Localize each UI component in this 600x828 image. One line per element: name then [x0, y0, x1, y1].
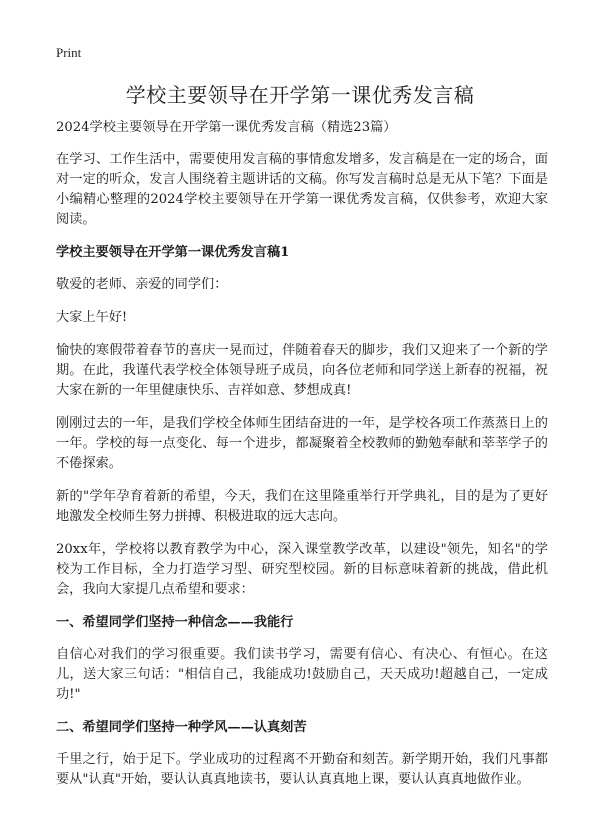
subheading-2: 二、希望同学们坚持一种学风——认真刻苦: [56, 720, 307, 735]
hello-paragraph: 大家上午好!: [56, 310, 128, 325]
subheading-1-paragraph: 自信心对我们的学习很重要。我们读书学习，需要有信心、有决心、有恒心。在这儿，送大家三句话："相信自己，我能成功!鼓励自己，天天成功!超越自己，一定成功!": [56, 647, 548, 702]
document-title: 学校主要领导在开学第一课优秀发言稿: [125, 83, 475, 107]
document-body: [56, 118, 548, 803]
body-paragraph: 20xx年，学校将以教育教学为中心，深入课堂教学改革，以建设"领先，知名"的学校为工作目标，全力打造学习型、研究型校园。新的目标意味着新的挑战，借此机会，我向大家提几点希望和要求：: [56, 542, 548, 597]
subheading-2-paragraph: 千里之行，始于足下。学业成功的过程离不开勤奋和刻苦。新学期开始，我们凡事都要从"认真"开始，要认认真真地读书，要认认真真地上课，要认认真真地做作业。: [56, 752, 548, 787]
section-heading: 学校主要领导在开学第一课优秀发言稿1: [56, 245, 290, 260]
intro-paragraph: 在学习、工作生活中，需要使用发言稿的事情愈发增多，发言稿是在一定的场合，面对一定的听众，发言人围绕着主题讲话的文稿。你写发言稿时总是无从下笔？下面是小编精心整理的2024学校主要领导在开学第一课优秀发言稿，仅供参考，欢迎大家阅读。: [56, 152, 548, 227]
document-subtitle: 2024学校主要领导在开学第一课优秀发言稿（精选23篇）: [56, 120, 397, 135]
body-paragraph: 愉快的寒假带着春节的喜庆一晃而过，伴随着春天的脚步，我们又迎来了一个新的学期。在此，我谨代表学校全体领导班子成员，向各位老师和同学送上新春的祝福，祝大家在新的一年里健康快乐、吉祥如意、梦想成真!: [56, 343, 548, 398]
subheading-1: 一、希望同学们坚持一种信念——我能行: [56, 615, 294, 630]
greeting-paragraph: 敬爱的老师、亲爱的同学们：: [56, 277, 228, 292]
body-paragraph: 刚刚过去的一年，是我们学校全体师生团结奋进的一年，是学校各项工作蒸蒸日上的一年。学校的每一点变化、每一个进步，都凝聚着全校教师的勤勉奉献和莘莘学子的不倦探索。: [56, 416, 548, 471]
body-paragraph: 新的"学年孕育着新的希望，今天，我们在这里隆重举行开学典礼，目的是为了更好地激发全校师生努力拼搏、积极进取的远大志向。: [56, 489, 548, 524]
print-link[interactable]: Print: [56, 45, 82, 60]
